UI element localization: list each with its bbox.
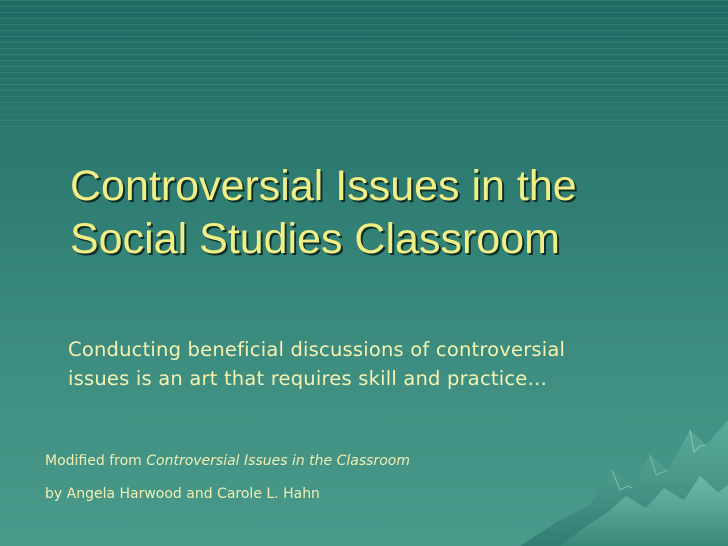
slide-subtitle — [68, 335, 688, 393]
credit-prefix: Modified from — [45, 453, 147, 469]
author-credit — [45, 485, 565, 503]
slide-title — [70, 160, 710, 266]
title-line-1: Controversial Issues in the — [70, 162, 577, 210]
subtitle-line-1: Conducting beneficial discussions of controversial — [68, 338, 566, 361]
subtitle-line-2: issues is an art that requires skill and practice… — [68, 367, 548, 390]
credit-authors: by Angela Harwood and Carole L. Hahn — [45, 486, 320, 502]
credit-source-title: Controversial Issues in the Classroom — [146, 453, 410, 469]
source-credit — [45, 452, 565, 470]
title-line-2: Social Studies Classroom — [70, 215, 560, 263]
